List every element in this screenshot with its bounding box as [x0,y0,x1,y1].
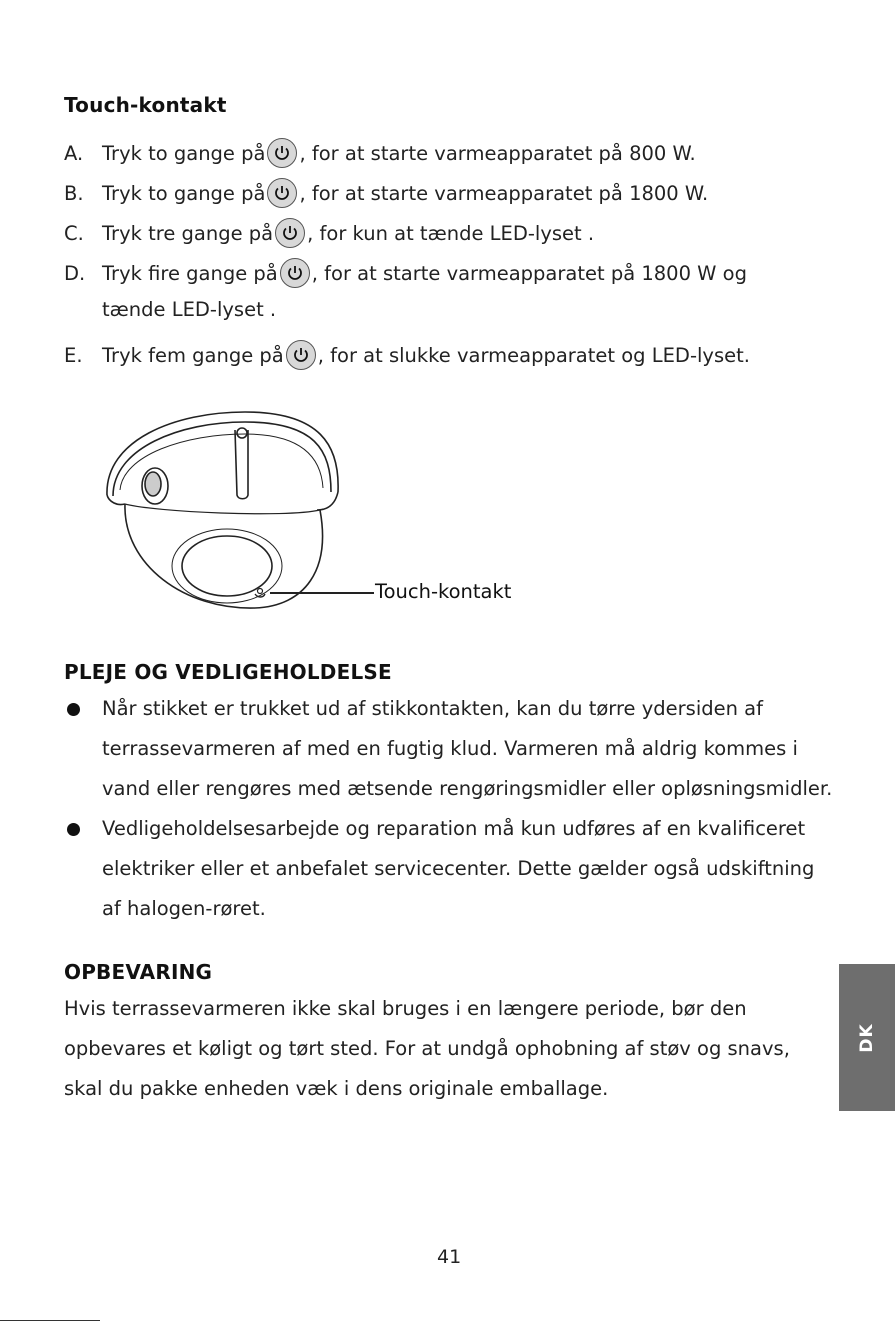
storage-heading: OPBEVARING [64,960,213,984]
instruction-text: Tryk fire gange på [102,262,278,285]
power-icon [267,178,297,208]
instruction-text: Tryk tre gange på [102,222,274,245]
bullet-icon [67,703,80,716]
care-bullet-1-line-1: Når stikket er trukket ud af stikkontakten, kan du tørre ydersiden af [102,697,763,720]
language-tab [839,964,895,1111]
power-icon [286,340,316,370]
list-letter: B. [64,182,84,205]
care-bullet-2-line-3: af halogen-røret. [102,897,266,920]
power-icon [280,258,310,288]
instruction-d [64,258,747,288]
list-letter: A. [64,142,84,165]
callout-label: Touch-kontakt [375,580,512,603]
care-bullet-1-line-3: vand eller rengøres med ætsende rengøringsmidler eller opløsningsmidler. [102,777,833,800]
bullet-icon [67,823,80,836]
care-bullet-1-line-2: terrassevarmeren af med en fugtig klud. Varmeren må aldrig kommes i [102,737,798,760]
instruction-text: , for at slukke varmeapparatet og LED-lyset. [317,344,750,367]
list-letter: D. [64,262,86,285]
storage-line-1: Hvis terrassevarmeren ikke skal bruges i en længere periode, bør den [64,997,747,1020]
instruction-text: Tryk to gange på [102,142,266,165]
footer-rule [0,1320,100,1321]
instruction-text: Tryk fem gange på [102,344,284,367]
list-letter: C. [64,222,84,245]
storage-line-2: opbevares et køligt og tørt sted. For at undgå ophobning af støv og snavs, [64,1037,790,1060]
instruction-text: Tryk to gange på [102,182,266,205]
instruction-c [64,218,594,248]
instruction-text: , for at starte varmeapparatet på 1800 W og [311,262,747,285]
callout-line [270,592,374,594]
page-number: 41 [437,1246,462,1268]
instruction-d-continued: tænde LED-lyset . [102,298,277,321]
instruction-b [64,178,708,208]
care-bullet-2-line-2: elektriker eller et anbefalet servicecenter. Dette gælder også udskiftning [102,857,815,880]
instruction-text: , for kun at tænde LED-lyset . [307,222,595,245]
touch-heading: Touch-kontakt [64,93,227,117]
instruction-a [64,138,696,168]
power-icon [267,138,297,168]
language-tab-label: DK [857,1022,877,1053]
list-letter: E. [64,344,83,367]
power-icon [275,218,305,248]
care-bullet-2-line-1: Vedligeholdelsesarbejde og reparation må kun udføres af en kvalificeret [102,817,806,840]
instruction-e [64,340,750,370]
care-heading: PLEJE OG VEDLIGEHOLDELSE [64,660,392,684]
instruction-text: , for at starte varmeapparatet på 800 W. [299,142,696,165]
instruction-text: , for at starte varmeapparatet på 1800 W. [299,182,709,205]
storage-line-3: skal du pakke enheden væk i dens originale emballage. [64,1077,609,1100]
